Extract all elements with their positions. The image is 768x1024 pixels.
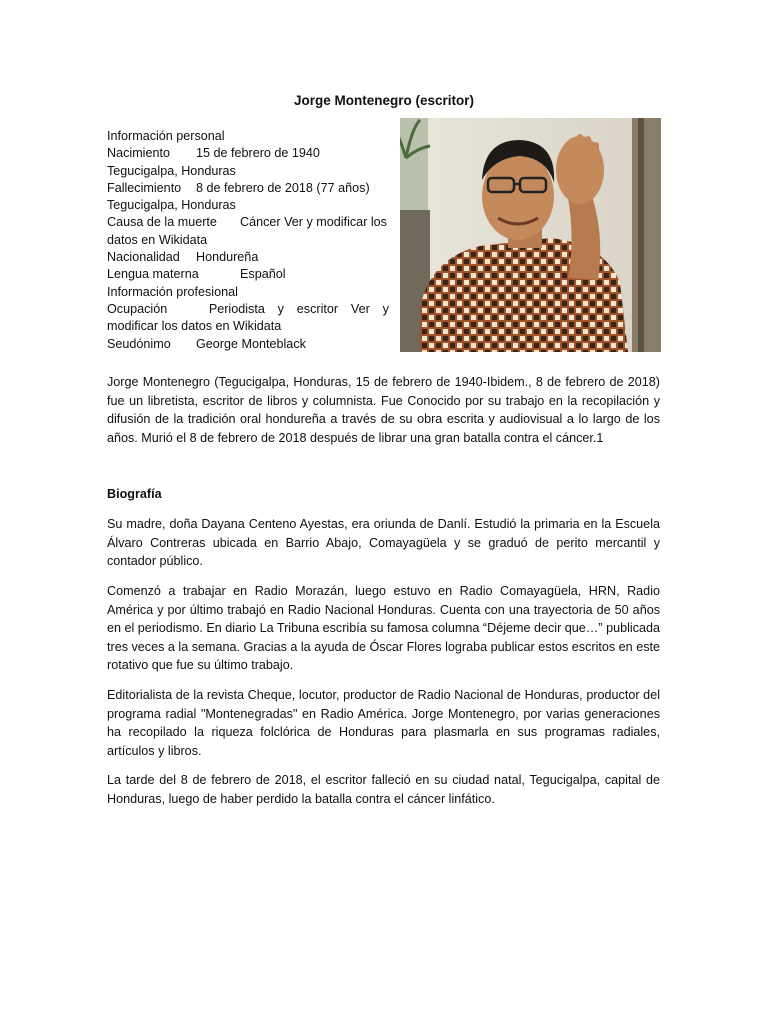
paragraph-text: Editorialista de la revista Cheque, locutor, productor de Radio Nacional de Honduras, productor del programa radial "Montenegradas" en Radio América. Jorge Montenegro, por varias generaciones ha recopilado la riqueza folclórica de Honduras para plasmarla en sus programas radiales, artículos y libros.: [107, 688, 660, 758]
infobox-section-professional: Información profesional: [107, 284, 238, 299]
cause-value: Cáncer Ver y modificar los: [240, 215, 387, 230]
infobox-language-row: [107, 266, 389, 283]
pseudonym-label: Seudónimo: [107, 336, 171, 351]
occupation-continuation: modificar los datos en Wikidata: [107, 319, 282, 334]
infobox-pseudonym-row: [107, 336, 389, 353]
nationality-value: Hondureña: [196, 250, 259, 265]
occupation-word: Periodista: [208, 301, 265, 316]
occupation-label: Ocupación: [107, 301, 168, 316]
infobox: [107, 128, 389, 353]
page-title: Jorge Montenegro (escritor): [293, 93, 475, 108]
biography-paragraph-1: [107, 515, 660, 571]
infobox-death-row: [107, 180, 389, 197]
death-value: 8 de febrero de 2018 (77 años): [196, 180, 370, 195]
infobox-nationality-row: [107, 249, 389, 266]
birth-value: 15 de febrero de 1940: [196, 146, 320, 161]
nationality-label: Nacionalidad: [107, 250, 180, 265]
section-heading-biografia: Biografía: [107, 487, 162, 501]
biography-paragraph-2: [107, 582, 660, 675]
paragraph-text: Su madre, doña Dayana Centeno Ayestas, era oriunda de Danlí. Estudió la primaria en la Escuela Álvaro Contreras ubicada en Barrio Abajo, Comayagüela y se graduó de perito mercantil y contador público.: [107, 517, 660, 569]
language-value: Español: [240, 267, 286, 282]
death-label: Fallecimiento: [107, 180, 182, 195]
paragraph-text: La tarde del 8 de febrero de 2018, el escritor falleció en su ciudad natal, Tegucigalpa, capital de Honduras, luego de haber perdido la batalla contra el cáncer linfático.: [107, 773, 660, 806]
occupation-word: escritor: [296, 301, 339, 316]
biography-paragraph-3: [107, 686, 660, 760]
cause-label: Causa de la muerte: [107, 215, 217, 230]
biography-paragraph-4: [107, 771, 660, 808]
occupation-word: Ver: [350, 301, 370, 316]
birth-label: Nacimiento: [107, 146, 170, 161]
intro-text: Jorge Montenegro (Tegucigalpa, Honduras, 15 de febrero de 1940-Ibidem., 8 de febrero de 2018) fue un libretista, escritor de libros y columnista. Fue Conocido por su trabajo en la recopilación y difusión de la tradición oral hondureña a través de su obra escrita y audiovisual a lo largo de los años. Murió el 8 de febrero de 2018 después de librar una gran batalla contra el cáncer.1: [107, 375, 660, 445]
death-place: Tegucigalpa, Honduras: [107, 198, 236, 213]
infobox-section-personal: Información personal: [107, 129, 225, 143]
birth-place: Tegucigalpa, Honduras: [107, 163, 236, 178]
portrait-photo: [400, 118, 661, 352]
infobox-birth-row: [107, 145, 389, 162]
intro-paragraph: [107, 373, 660, 447]
occupation-word: y: [382, 301, 389, 316]
cause-continuation: datos en Wikidata: [107, 232, 208, 247]
paragraph-text: Comenzó a trabajar en Radio Morazán, luego estuvo en Radio Comayagüela, HRN, Radio América y por último trabajó en Radio Nacional Honduras. Cuenta con una trayectoria de 50 años en el periodismo. En diario La Tribuna escribía su famosa columna “Déjeme decir que…” publicada tres veces a la semana. Gracias a la ayuda de Óscar Flores lograba publicar estos escritos en este rotativo que fue su último trabajo.: [107, 584, 661, 673]
language-label: Lengua materna: [107, 267, 199, 282]
infobox-occupation-row: [107, 301, 389, 318]
occupation-word: y: [277, 301, 284, 316]
infobox-cause-row: [107, 214, 389, 231]
pseudonym-value: George Monteblack: [196, 336, 306, 351]
